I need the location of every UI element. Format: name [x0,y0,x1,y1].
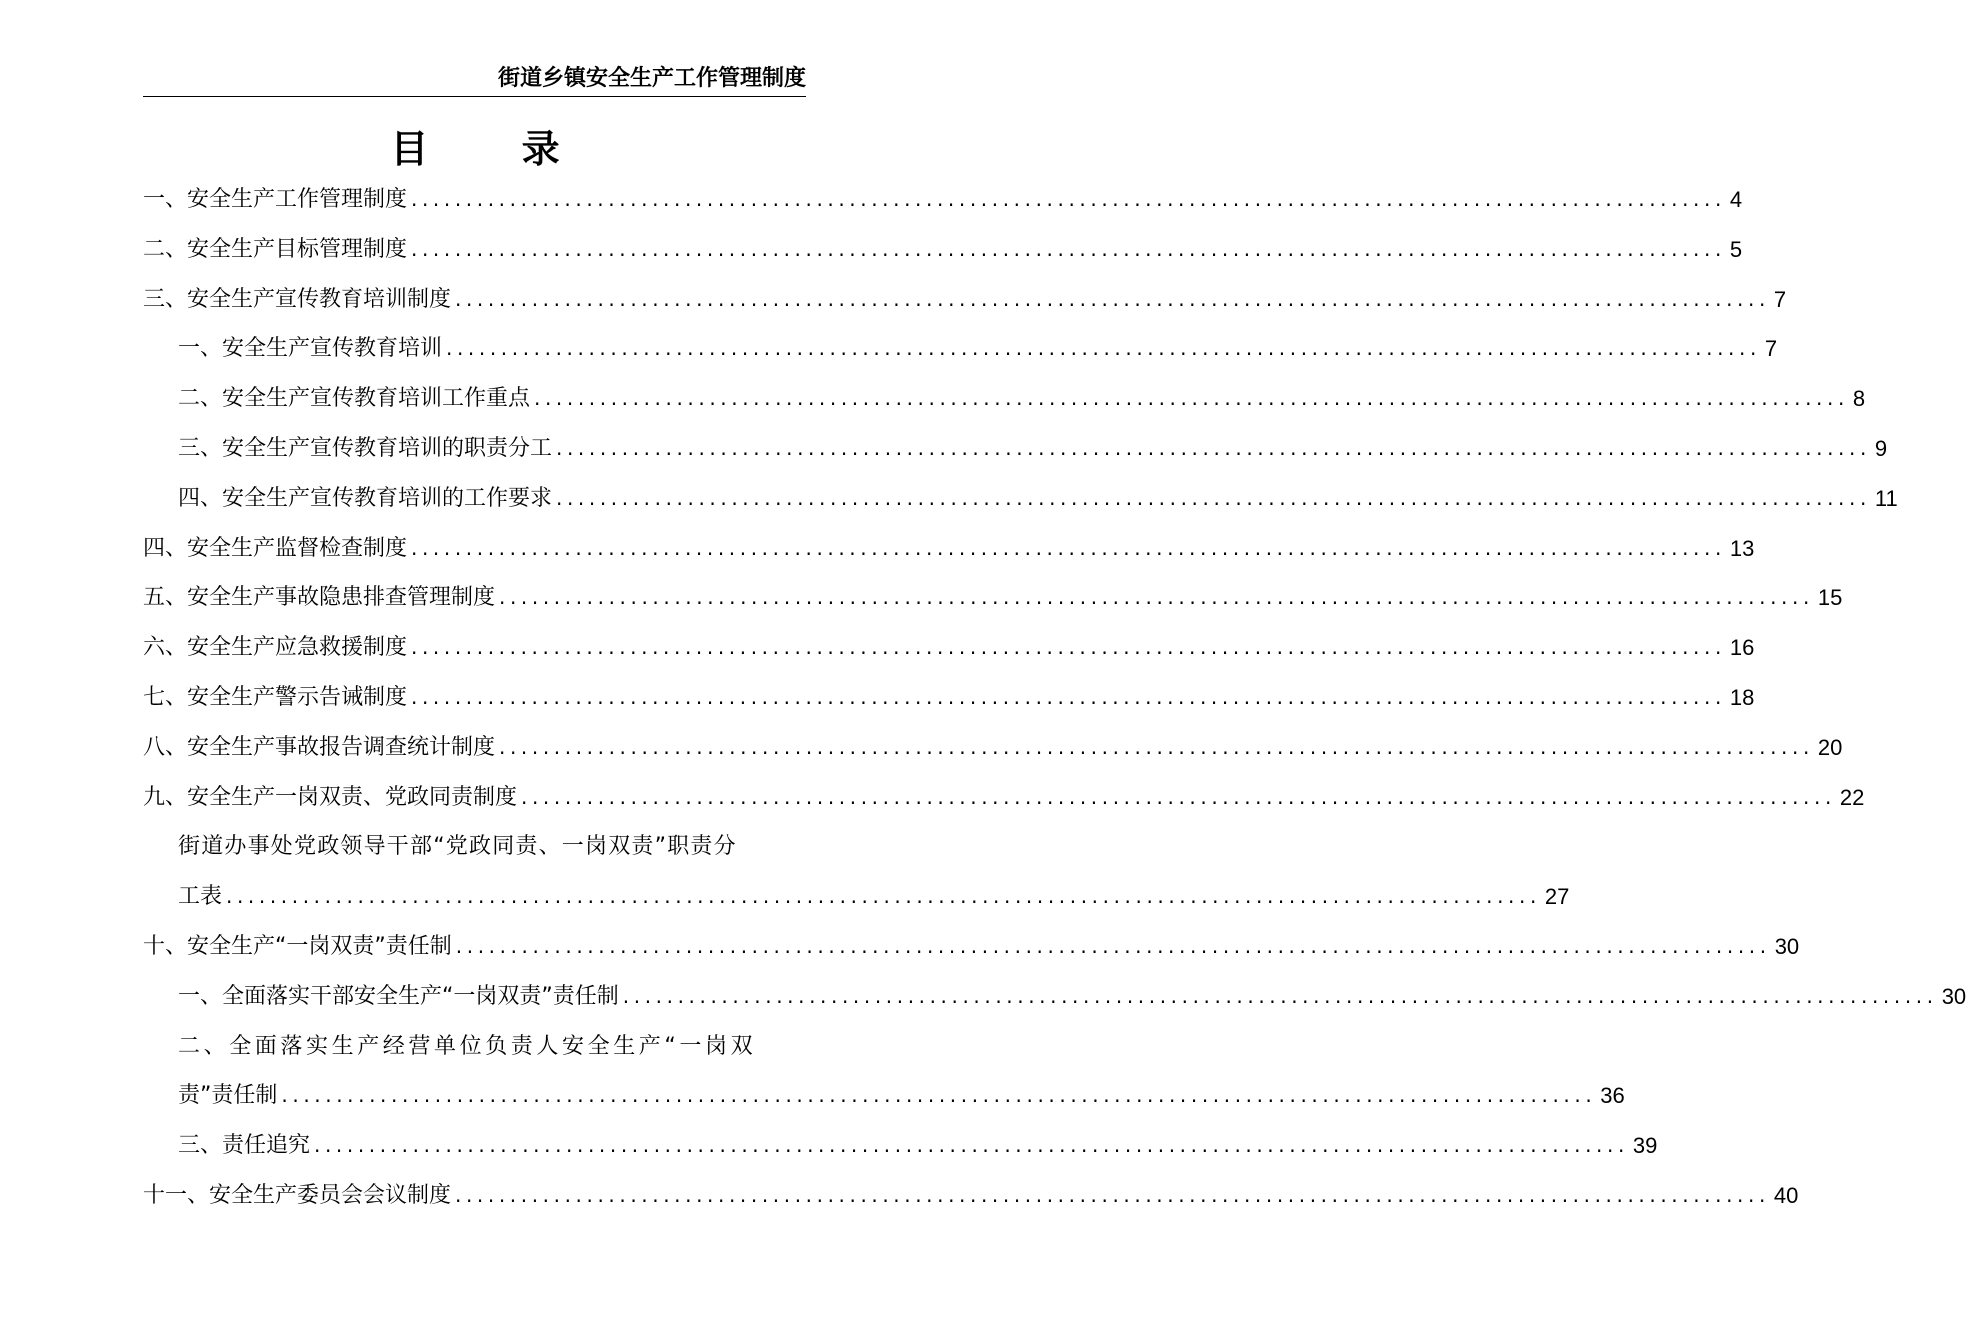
toc-page-number: 30 [1774,933,1800,959]
toc-entry[interactable] [143,275,1787,325]
toc-entry[interactable] [143,1121,1658,1171]
dot-leader: ........................................................................................................................ [521,784,1836,809]
toc-page-number: 5 [1729,236,1743,262]
table-of-contents [143,175,1966,1221]
toc-page-number: 4 [1729,187,1743,212]
toc-entry[interactable] [143,773,1865,823]
toc-page-number: 39 [1632,1133,1658,1159]
dot-leader: ........................................................................................................................ [455,286,1770,311]
toc-entry[interactable] [143,424,1888,474]
toc-entry[interactable] [143,324,1778,374]
toc-entry-text: 一、安全生产宣传教育培训 [178,336,443,362]
dot-leader: ........................................................................................................................ [411,635,1726,660]
dot-leader: ........................................................................................................................ [281,1083,1597,1108]
toc-entry[interactable] [143,872,1570,922]
toc-entry[interactable] [143,225,1743,275]
toc-title: 目 录 [390,127,600,171]
toc-page-number: 30 [1941,983,1966,1009]
toc-page-number: 7 [1773,286,1787,312]
toc-page-number: 20 [1817,734,1843,760]
toc-entry-text: 七、安全生产警示告诫制度 [143,684,408,710]
dot-leader: ........................................................................................................................ [455,1182,1770,1207]
toc-page-number: 40 [1773,1182,1799,1208]
toc-entry-text: 责”责任制 [178,1083,278,1109]
toc-page-number: 18 [1729,684,1755,710]
dot-leader: ........................................................................................................................ [499,734,1814,759]
toc-entry[interactable] [143,673,1755,723]
toc-entry-text: 六、安全生产应急救援制度 [143,635,408,661]
dot-leader: ........................................................................................................................ [446,336,1761,361]
toc-entry-text: 十、安全生产“一岗双责”责任制 [143,933,452,959]
toc-entry-text: 二、全面落实生产经营单位负责人安全生产“一岗双 [178,1033,757,1059]
toc-entry[interactable] [143,822,806,872]
toc-page-number: 8 [1852,386,1866,412]
toc-entry-text: 三、安全生产宣传教育培训的职责分工 [178,435,553,461]
toc-entry-text: 九、安全生产一岗双责、党政同责制度 [143,784,518,810]
dot-leader: ........................................................................................................................ [534,386,1849,411]
toc-entry-text: 三、安全生产宣传教育培训制度 [143,286,452,312]
toc-entry-text: 二、安全生产目标管理制度 [143,236,408,262]
toc-page-number: 11 [1874,485,1898,511]
dot-leader: ........................................................................................................................ [622,983,1938,1008]
toc-page-number: 9 [1874,435,1888,461]
toc-entry[interactable] [143,1071,1625,1121]
toc-entry-text: 二、安全生产宣传教育培训工作重点 [178,386,531,412]
dot-leader: ........................................................................................................................ [556,485,1871,510]
toc-entry-text: 八、安全生产事故报告调查统计制度 [143,734,496,760]
toc-page-number: 15 [1817,585,1843,611]
dot-leader: ........................................................................................................................ [411,535,1726,560]
dot-leader: ........................................................................................................................ [556,435,1871,460]
toc-entry-text: 一、安全生产工作管理制度 [143,187,408,212]
toc-entry[interactable] [143,1171,1799,1221]
toc-entry-text: 十一、安全生产委员会会议制度 [143,1182,452,1208]
toc-page-number: 16 [1729,635,1755,661]
toc-entry-text: 工表 [178,884,223,910]
dot-leader: ........................................................................................................................ [226,884,1541,909]
toc-entry[interactable] [143,374,1866,424]
toc-entry[interactable] [143,723,1843,773]
dot-leader: ........................................................................................................................ [411,236,1726,261]
toc-entry[interactable] [143,972,1966,1022]
dot-leader: ........................................................................................................................ [314,1133,1629,1158]
dot-leader: ........................................................................................................................ [411,684,1726,709]
dot-leader: ........................................................................................................................ [455,933,1771,958]
toc-entry[interactable] [143,922,1800,972]
toc-page-number: 27 [1544,884,1570,910]
toc-entry-text: 街道办事处党政领导干部“党政同责、一岗双责”职责分 [178,834,737,860]
toc-entry-text: 四、安全生产宣传教育培训的工作要求 [178,485,553,511]
toc-page-number: 13 [1729,535,1755,561]
toc-entry[interactable] [143,474,1898,524]
toc-entry-text: 四、安全生产监督检查制度 [143,535,408,561]
toc-entry[interactable] [143,524,1755,574]
running-header: 街道乡镇安全生产工作管理制度 [143,62,806,97]
toc-page-number: 22 [1839,784,1865,810]
toc-page-number: 7 [1764,336,1778,362]
toc-entry[interactable] [143,1022,806,1072]
toc-entry[interactable] [143,623,1755,673]
toc-page-number: 36 [1600,1083,1625,1109]
dot-leader: ........................................................................................................................ [499,585,1814,610]
toc-entry[interactable] [143,175,1743,225]
toc-entry-text: 三、责任追究 [178,1133,311,1159]
toc-entry-text: 一、全面落实干部安全生产“一岗双责”责任制 [178,983,619,1009]
toc-entry[interactable] [143,573,1843,623]
toc-entry-text: 五、安全生产事故隐患排查管理制度 [143,585,496,611]
dot-leader: ........................................................................................................................ [411,187,1726,211]
